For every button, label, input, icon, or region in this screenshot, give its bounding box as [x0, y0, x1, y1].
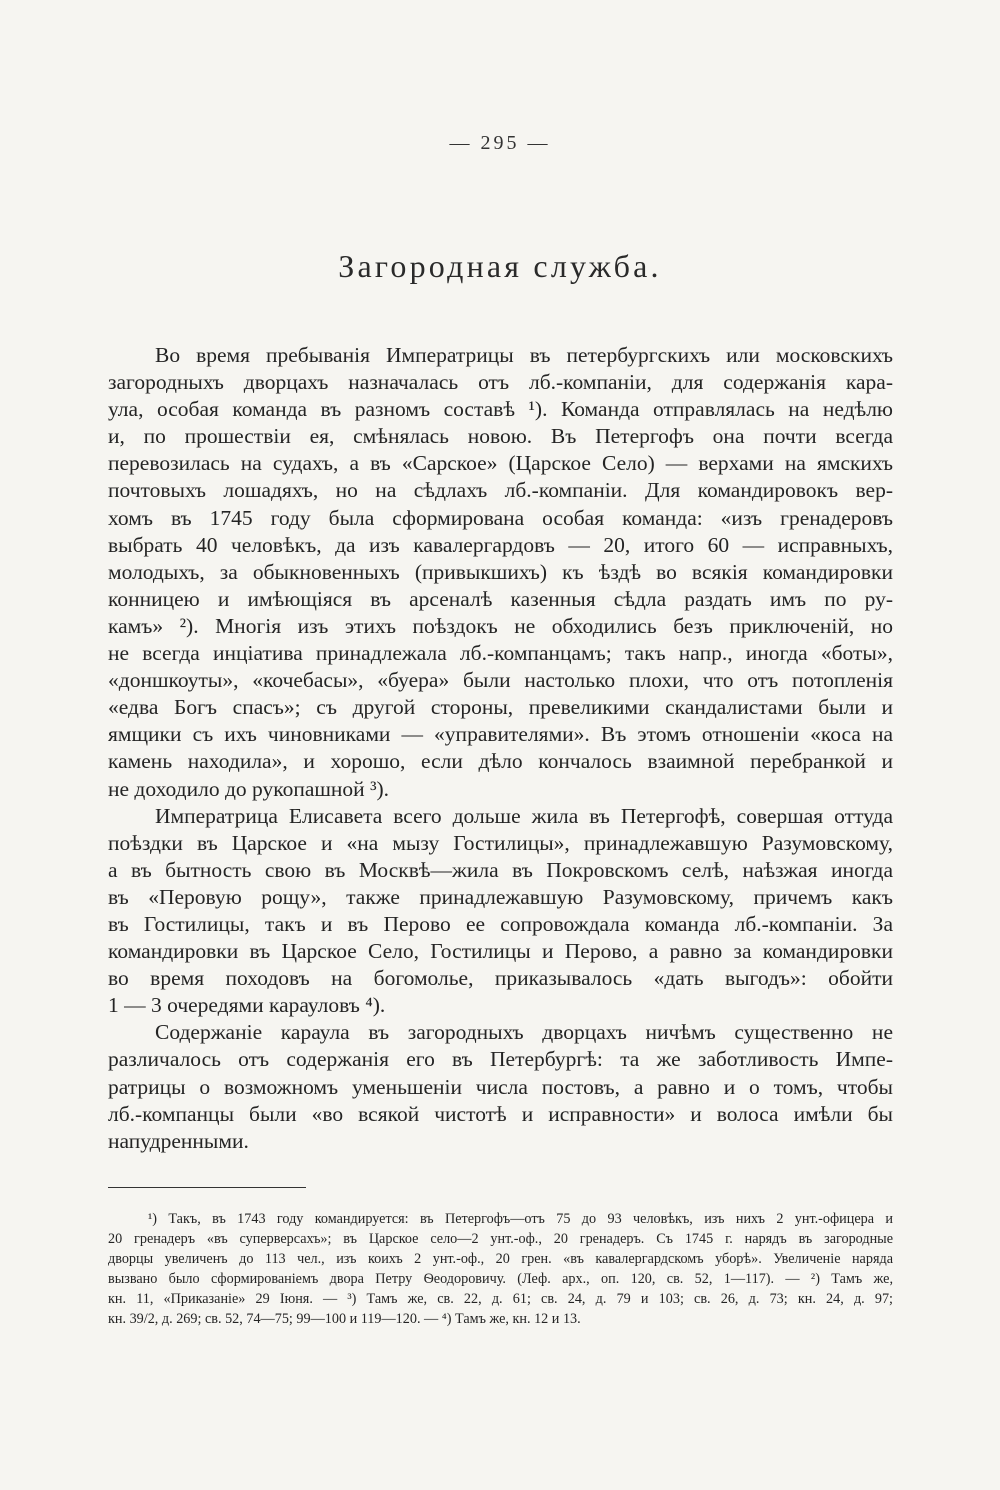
body-line: лб.-компанцы были «во всякой чистотѣ и исправности» и волоса имѣли бы	[108, 1101, 893, 1126]
body-line: различалось отъ содержанія его въ Петербургѣ: та же заботливость Импе-	[108, 1047, 893, 1072]
body-line: камень находила», и хорошо, если дѣло кончалось взаимной перебранкой и	[108, 749, 893, 774]
footnote-line: вызвано было сформированіемъ двора Петру Ѳеодоровичу. (Леф. арх., оп. 120, св. 52, 1—117). — ²) Тамъ же,	[108, 1271, 893, 1287]
body-line: загородныхъ дворцахъ назначалась отъ лб.-компаніи, для содержанія кара-	[108, 370, 893, 395]
body-line: почтовыхъ лошадяхъ, но на сѣдлахъ лб.-компаніи. Для командировокъ вер-	[108, 478, 893, 503]
body-line: и, по прошествіи ея, смѣнялась новою. Въ Петергофъ она почти всегда	[108, 424, 893, 449]
body-line: командировки въ Царское Село, Гостилицы и Перово, а равно за командировки	[108, 939, 893, 964]
body-line: Во время пребыванія Императрицы въ петербургскихъ или московскихъ	[155, 343, 893, 367]
body-line: поѣздки въ Царское и «на мызу Гостилицы», принадлежавшую Разумовскому,	[108, 830, 893, 855]
body-line: «доншкоуты», «кочебасы», «буера» были настолько плохи, что отъ потопленія	[108, 668, 893, 693]
body-line: Содержаніе караула въ загородныхъ дворцахъ ничѣмъ существенно не	[155, 1020, 893, 1045]
chapter-title: Загородная служба.	[338, 248, 662, 284]
body-line: хомъ въ 1745 году была сформирована особая команда: «изъ гренадеровъ	[108, 505, 893, 530]
body-text	[108, 342, 893, 1155]
body-line: въ Гостилицы, такъ и въ Перово ее сопровождала команда лб.-компаніи. За	[108, 911, 893, 936]
body-line: ямщики съ ихъ чиновниками — «управителями». Въ этомъ отношеніи «коса на	[108, 722, 893, 747]
page-number: — 295 —	[449, 132, 551, 154]
footnote-line: 20 гренадеръ «въ суперверсахъ»; въ Царское село—2 унт.-оф., 20 гренадеръ. Съ 1745 г. нарядъ въ загородные	[108, 1231, 893, 1247]
body-line: перевозилась на судахъ, а въ «Сарское» (Царское Село) — верхами на ямскихъ	[108, 451, 893, 476]
footnote-line: ¹) Такъ, въ 1743 году командируется: въ Петергофъ—отъ 75 до 93 человѣкъ, изъ нихъ 2 унт.-офицера и	[148, 1211, 893, 1227]
body-line: напудренными.	[108, 1128, 249, 1153]
body-line: конницею и имѣющіяся въ арсеналѣ казенныя сѣдла раздать имъ по ру-	[108, 586, 893, 611]
body-line: «едва Богъ спасъ»; съ другой стороны, превеликими скандалистами были и	[108, 695, 893, 720]
body-line: молодыхъ, за обыкновенныхъ (привыкшихъ) къ ѣздѣ во всякія командировки	[108, 559, 893, 584]
footnote-line: дворцы увеличенъ до 113 чел., изъ коихъ 2 унт.-оф., 20 грен. «въ кавалергардскомъ уборѣ». Увеличеніе наряда	[108, 1251, 893, 1267]
body-line: а въ бытность свою въ Москвѣ—жила въ Покровскомъ селѣ, наѣзжая иногда	[108, 857, 893, 882]
body-line: во время походовъ на богомолье, приказывалось «дать выгодъ»: обойти	[108, 966, 893, 991]
body-line: не доходило до рукопашной ³).	[108, 776, 390, 801]
body-line: въ «Перовую рощу», также принадлежавшую Разумовскому, причемъ какъ	[108, 884, 893, 909]
footnote-line: кн. 11, «Приказаніе» 29 Іюня. — ³) Тамъ же, св. 22, д. 61; св. 24, д. 79 и 103; св. 26, д. 73; кн. 24, д. 97;	[108, 1291, 893, 1307]
body-line: выбрать 40 человѣкъ, да изъ кавалергардовъ — 20, итого 60 — исправныхъ,	[108, 532, 893, 557]
body-line: Императрица Елисавета всего дольше жила въ Петергофѣ, совершая оттуда	[155, 803, 893, 828]
body-line: камъ» ²). Многія изъ этихъ поѣздокъ не обходились безъ приключеній, но	[108, 613, 893, 638]
body-line: 1 — 3 очередями карауловъ ⁴).	[108, 993, 386, 1018]
body-line: не всегда инціатива принадлежала лб.-компанцамъ; такъ напр., иногда «боты»,	[108, 641, 893, 666]
footnote-separator	[108, 1187, 306, 1188]
footnote-line: кн. 39/2, д. 269; св. 52, 74—75; 99—100 и 119—120. — ⁴) Тамъ же, кн. 12 и 13.	[108, 1311, 581, 1327]
body-line: ратрицы о возможномъ уменьшеніи числа постовъ, а равно и о томъ, чтобы	[108, 1074, 893, 1099]
body-line: ула, особая команда въ разномъ составѣ ¹). Команда отправлялась на недѣлю	[108, 397, 893, 422]
footnotes	[108, 1209, 893, 1329]
